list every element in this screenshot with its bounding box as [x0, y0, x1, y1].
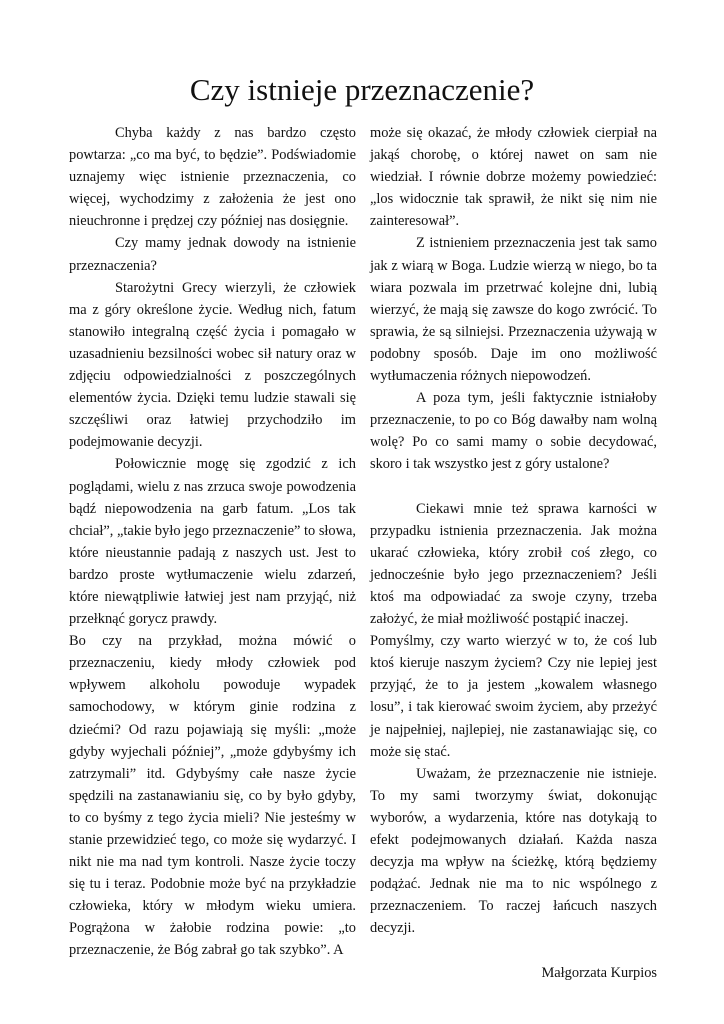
- paragraph-punishment: Ciekawi mnie też sprawa karności w przypadku istnienia przeznaczenia. Jak można ukarać człowieka, który zrobił coś złego, co jednocześnie było jego przeznaczeniem? Jeśli ktoś ma odpowiadać za swoje czyny, trzeba założyć, że miał możliwość postąpić inaczej.: [370, 500, 657, 628]
- article-title: Czy istnieje przeznaczenie?: [189, 72, 535, 107]
- paragraph-illness-continuation: może się okazać, że młody człowiek cierpiał na jakąś chorobę, o której nawet on sam nie wiedział. I równie dobrze możemy powiedzieć: „los widocznie tak sprawił, że nikt się nim nie zainteresował”.: [370, 125, 657, 230]
- paragraph-greeks: Starożytni Grecy wierzyli, że człowiek ma z góry określone życie. Według nich, fatum stanowiło integralną część życia i pomagało w uzasadnieniu bezsilności wobec sił natury oraz w zdjęciu odpowiedzialności z poszczególnych elementów życia. Dzięki temu ludzie stawali się szczęśliwi oraz łatwiej przychodziło im podejmowanie decyzji.: [69, 279, 356, 451]
- paragraph-conclusion: Uważam, że przeznaczenie nie istnieje. To my sami tworzymy świat, dokonując wyborów, a wydarzenia, które nas dotykają to efekt podejmowanych działań. Każda nasza decyzja ma wpływ na ścieżkę, którą będziemy podążać. Jednak nie ma to nic wspólnego z przeznaczeniem. To raczej łańcuch naszych decyzji.: [370, 765, 657, 937]
- paragraph-faith-comparison: Z istnieniem przeznaczenia jest tak samo jak z wiarą w Boga. Ludzie wierzą w niego, bo ta wiara pozwala im przetrwać kolejne dni, lubią wierzyć, że mają się zawsze do kogo zwrócić. To sprawia, że są silniejsi. Przeznaczenia używają w podobny sposób. Daje im ono możliwość wytłumaczenia różnych niepowodzeń.: [370, 235, 657, 385]
- paragraph-free-will: A poza tym, jeśli faktycznie istniałoby przeznaczenie, to po co Bóg dawałby nam wolną wolę? Po co sami mamy o sobie decydować, skoro i tak wszystko jest z góry ustalone?: [370, 390, 657, 473]
- paragraph-question: Czy mamy jednak dowody na istnienie przeznaczenia?: [69, 235, 356, 274]
- paragraph-intro: Chyba każdy z nas bardzo często powtarza: „co ma być, to będzie”. Podświadomie uznajemy więc istnienie przeznaczenia, co więcej, wychodzimy z założenia że jest ono nieuchronne i prędzej czy później nas dosięgnie.: [69, 125, 356, 230]
- left-column: [69, 122, 356, 962]
- author-signature: Małgorzata Kurpios: [541, 964, 657, 981]
- paragraph-accident-example: Bo czy na przykład, można mówić o przeznaczeniu, kiedy młody człowiek pod wpływem alkoholu powoduje wypadek samochodowy, w którym ginie rodzina z dziećmi? Od razu pojawiają się myśli: „może gdyby wyjechali później”, „może gdybyśmy ich zatrzymali” itd. Gdybyśmy całe nasze życie spędzili na zastanawianiu się, co by było gdyby, to co byśmy z tego życia mieli? Nie jesteśmy w stanie przewidzieć tego, co może się wydarzyć. I nikt nie ma nad tym kontroli. Nasze życie toczy się tu i teraz. Podobnie może być na przykładzie człowieka, który w młodym wieku umiera. Pogrążona w żałobie rodzina powie: „to przeznaczenie, że Bóg zabrał go tak szybko”. A: [69, 633, 356, 959]
- paragraph-own-fate: Pomyślmy, czy warto wierzyć w to, że coś lub ktoś kieruje naszym życiem? Czy nie lepiej jest przyjąć, że to ja jestem „kowalem własnego losu”, i tak kierować swoim życiem, aby przeżyć je najpełniej, najlepiej, nie zastanawiając się, co może się stać.: [370, 633, 657, 760]
- paragraph-fate-excuse: Połowicznie mogę się zgodzić z ich poglądami, wielu z nas zrzuca swoje powodzenia bądź niepowodzenia na garb fatum. „Los tak chciał”, „takie było jego przeznaczenie” to słowa, które nieustannie padają z naszych ust. Jest to bardzo proste wytłumaczenie wielu zdarzeń, które niewątpliwie łatwiej jest nam przyjąć, niż przełknąć gorycz prawdy.: [69, 456, 356, 628]
- right-column: [370, 122, 657, 984]
